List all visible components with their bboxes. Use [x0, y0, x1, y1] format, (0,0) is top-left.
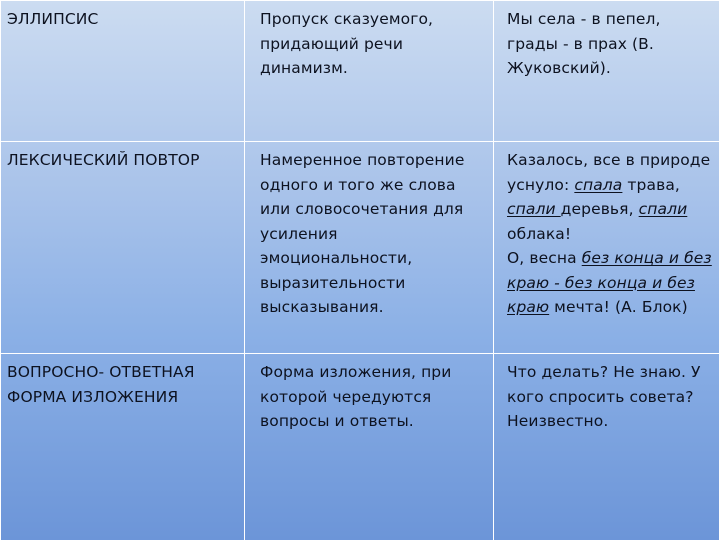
example-text: облака! [507, 224, 572, 243]
table-row [1, 142, 720, 354]
example-cell [494, 142, 720, 354]
term-cell: ВОПРОСНО- ОТВЕТНАЯ ФОРМА ИЗЛОЖЕНИЯ [1, 354, 245, 541]
example-text: деревья, [560, 200, 639, 218]
underlined-word: спали [507, 200, 561, 218]
example-cell: Что делать? Не знаю. У кого спросить совета? Неизвестно. [494, 354, 720, 541]
example-cell: Мы села - в пепел, грады - в прах (В. Жуковский). [494, 1, 720, 142]
underlined-word: спала [574, 175, 623, 194]
definition-cell: Форма изложения, при которой чередуются вопросы и ответы. [245, 354, 494, 541]
table-row [1, 1, 720, 142]
definition-cell: Пропуск сказуемого, придающий речи динамизм. [245, 1, 494, 142]
definition-cell: Намеренное повторение одного и того же слова или словосочетания для усиления эмоциональности, выразительности высказывания. [245, 142, 494, 354]
term-cell: ЭЛЛИПСИС [1, 1, 245, 142]
example-text: О, весна [507, 249, 582, 267]
example-text: мечта! (А. Блок) [549, 298, 688, 316]
underlined-word: спали [638, 200, 688, 218]
term-cell: ЛЕКСИЧЕСКИЙ ПОВТОР [1, 142, 245, 354]
example-text: Казалось, все в природе уснуло: [507, 151, 711, 194]
table-row [1, 354, 720, 541]
underlined-phrase: без конца и без краю - без конца и без краю [507, 249, 712, 316]
example-text: трава, [622, 175, 680, 194]
